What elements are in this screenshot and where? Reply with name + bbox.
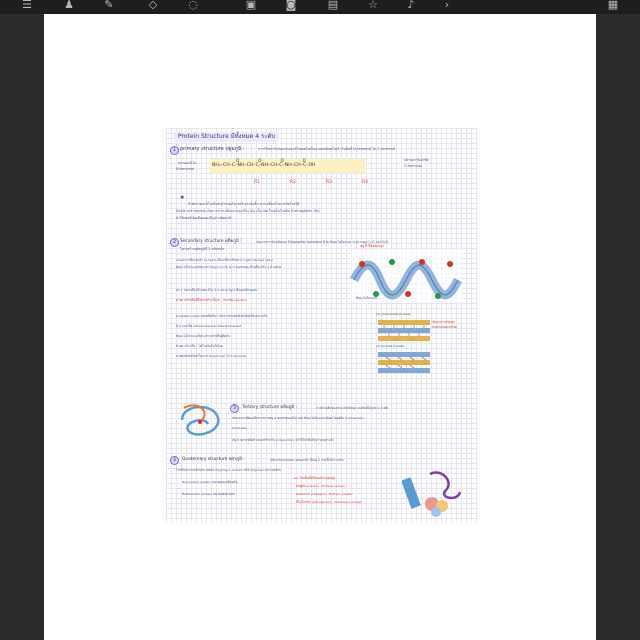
section-1-heading: primary structure ปฐมภูมิ : bbox=[180, 146, 245, 152]
beta-sheet-line-5: สายพอลิเพปไทด์เรียงจาก N-terminal ไป C-terminal bbox=[176, 354, 247, 358]
alpha-figure-label-1: หมู่ R ยื่นออกนอก bbox=[360, 244, 385, 248]
star-mark: ✱ bbox=[180, 195, 185, 201]
sheet-side-note-2: ของสายพอลิเพปไทด์ bbox=[432, 325, 457, 329]
section-4-line-2: โปรตีนประกอบด้วยหน่วยย่อย Oligomeric protein หรือ Oligomer ประกอบด้วย bbox=[176, 468, 281, 472]
example-2: - คอลลาเจน (collagen) - Trimeric protein bbox=[294, 492, 353, 496]
section-3-text: การม้วนพับของสาย (folding) จนเกิดเป็นรูปร่าง 3 มิติ bbox=[316, 406, 388, 410]
section-4-number: 4 bbox=[170, 456, 179, 465]
c-terminal-label-th: ปลายคาร์บอกซิล bbox=[404, 158, 429, 162]
image-icon[interactable]: ▣ bbox=[245, 0, 257, 11]
star-icon[interactable]: ☆ bbox=[368, 0, 378, 11]
example-1: - อินซูลิน (insulin) - Dimeric protein bbox=[294, 484, 346, 488]
lasso-icon[interactable]: ◌ bbox=[188, 0, 198, 11]
r-group-3: R3 bbox=[326, 180, 332, 185]
app-toolbar bbox=[0, 0, 640, 14]
sheet-side-note-1: เส้นทางการเรียงตัว bbox=[432, 320, 455, 324]
chain-formula: NH₂–CH–C–NH–CH–C–NH–CH–C–NH–CH–C–OH bbox=[212, 163, 316, 168]
beta-sheet-line-2: มี 2 แบบ คือ Antiparallel และ Parallel β-sheet bbox=[176, 324, 241, 328]
alpha-helix-line-1: α-helix เกลียวอัลฟา (α-helix) เป็นเกลียวเวียนขวา (right-handed helix) bbox=[176, 258, 274, 262]
section-3-line-3: structure) bbox=[232, 426, 247, 430]
heteromeric-label: Heteromeric protein หน่วยย่อยต่างกัน bbox=[182, 492, 235, 496]
grid-icon[interactable]: ▦ bbox=[607, 0, 619, 11]
r-group-1: R1 bbox=[254, 180, 260, 185]
handwritten-notes bbox=[166, 128, 477, 523]
antiparallel-sheet-figure bbox=[378, 318, 430, 342]
c-terminal-label: C-terminal bbox=[404, 164, 422, 168]
homomeric-label: Homomeric protein หน่วยย่อยเหมือนกัน bbox=[182, 480, 238, 484]
section-3-number: 3 bbox=[230, 404, 239, 413]
camera-icon[interactable]: ◙ bbox=[285, 0, 297, 11]
beta-sheet-line-1: β-pleated sheet แผ่นพลีทบีตา เกิดจากสายพอลิเพปไทด์เรียงขนานกัน bbox=[176, 314, 268, 318]
menu-icon[interactable]: ☰ bbox=[22, 0, 32, 11]
antiparallel-label: (1) Antiparallel β-sheet bbox=[376, 312, 411, 316]
section-3-line-2: เกิดจากแรงยึดเหนี่ยวระหว่างหมู่ R ของกรดอะมิโน เช่น พันธะไฮโดรเจน พันธะไอออนิก 3-dimension bbox=[232, 416, 364, 420]
chevron-right-icon[interactable]: › bbox=[444, 0, 450, 11]
notes-title: Protein Structure มีทั้งหมด 4 ระดับ bbox=[174, 132, 279, 142]
section-1-note-2: Sickle cell anemia เกิดจากการเปลี่ยนกรดอะมิโน Glu เป็น Val ในเฮโมโกลบิน (hemoglobin, Hb) bbox=[176, 209, 320, 213]
person-icon[interactable]: ♟ bbox=[64, 0, 74, 11]
section-4-text: เกิดจากหน่วยย่อย (subunit) ตั้งแต่ 2 สายขึ้นไปรวมกัน bbox=[270, 458, 344, 462]
section-1-note-3: ทำให้เซลล์เม็ดเลือดแดงมีรูปร่างผิดปกติ bbox=[176, 216, 232, 220]
tag-icon[interactable]: ◇ bbox=[148, 0, 158, 11]
parallel-label: (2) Parallel β-sheet bbox=[376, 344, 405, 348]
section-1-number: 1 bbox=[170, 146, 179, 155]
section-2-number: 2 bbox=[170, 238, 179, 247]
document-icon[interactable]: ▤ bbox=[327, 0, 339, 11]
quaternary-structure-figure bbox=[402, 468, 466, 518]
microphone-icon[interactable]: ♪ bbox=[407, 0, 415, 11]
section-4-heading: Quaternary structure จตุรภูมิ : bbox=[182, 457, 245, 462]
section-2-heading: Secondary structure ทุติยภูมิ : bbox=[180, 239, 242, 244]
section-2-intro: โครงสร้างทุติยภูมิมี 2 ชนิดหลัก bbox=[180, 247, 225, 251]
example-3: - ฮีโมโกลบิน (hemoglobin) - Tetrameric protein bbox=[294, 500, 363, 504]
section-3-line-4: หมู่ R หลายชนิดทำอันตรกิริยากัน (interaction) ทำให้โปรตีนมีรูปร่างเฉพาะตัว bbox=[232, 438, 334, 442]
chain-carbonyls: O O O O bbox=[236, 158, 306, 163]
alpha-helix-figure bbox=[350, 250, 462, 302]
n-terminal-label-th: ปลายอะมิโน bbox=[178, 161, 197, 165]
n-terminal-label: N-terminal bbox=[176, 167, 194, 171]
section-2-text: เกิดจากการม้วนพับของ Polypeptide backbone ด้วย พันธะไฮโดรเจน ระหว่างหมู่ C=O และ N-H bbox=[256, 240, 389, 244]
example-title: ex. โปรตีนที่มีโครงสร้างจตุรภูมิ bbox=[294, 476, 336, 480]
r-group-4: R4 bbox=[362, 180, 368, 185]
alpha-figure-label-2: พันธะไฮโดรเจน bbox=[356, 296, 377, 300]
beta-sheet-line-4: ตัวอย่างโปรตีน : ไฟโบรอินในใยไหม bbox=[176, 344, 224, 348]
section-3-heading: Tertiary structure ตติยภูมิ : bbox=[242, 405, 297, 410]
pen-icon[interactable]: ✎ bbox=[104, 0, 114, 11]
section-1-text: การเรียงลำดับของกรดอะมิโนต่อกันเป็นสายพอลิเพปไทด์ เริ่มต้นที่ N-terminal ไป C-terminal bbox=[258, 147, 396, 151]
alpha-helix-line-2: พันธะไฮโดรเจนเกิดระหว่างหมู่ C=O กับ N-H ของกรดอะมิโนที่ห่างกัน 4 ตำแหน่ง bbox=[176, 265, 282, 269]
section-1-note-1: ลำดับกรดอะมิโนเป็นตัวกำหนดโครงสร้างระดับอื่น หากเปลี่ยนไปอาจเกิดโรคได้ bbox=[188, 202, 300, 206]
tertiary-structure-figure bbox=[174, 398, 226, 442]
alpha-helix-line-3: ทุก 1 รอบเกลียวมีกรดอะมิโน 3.6 หน่วย หมู่ R ยื่นออกด้านนอก bbox=[176, 288, 258, 292]
alpha-helix-line-4: ตัวอย่างโปรตีนที่มีโครงสร้างนี้มาก : เคราติน (keratin) bbox=[176, 298, 248, 302]
beta-sheet-line-3: พันธะไฮโดรเจนเกิดระหว่างสายที่อยู่ติดกัน bbox=[176, 334, 231, 338]
r-group-2: R2 bbox=[290, 180, 296, 185]
parallel-sheet-figure bbox=[378, 350, 430, 374]
